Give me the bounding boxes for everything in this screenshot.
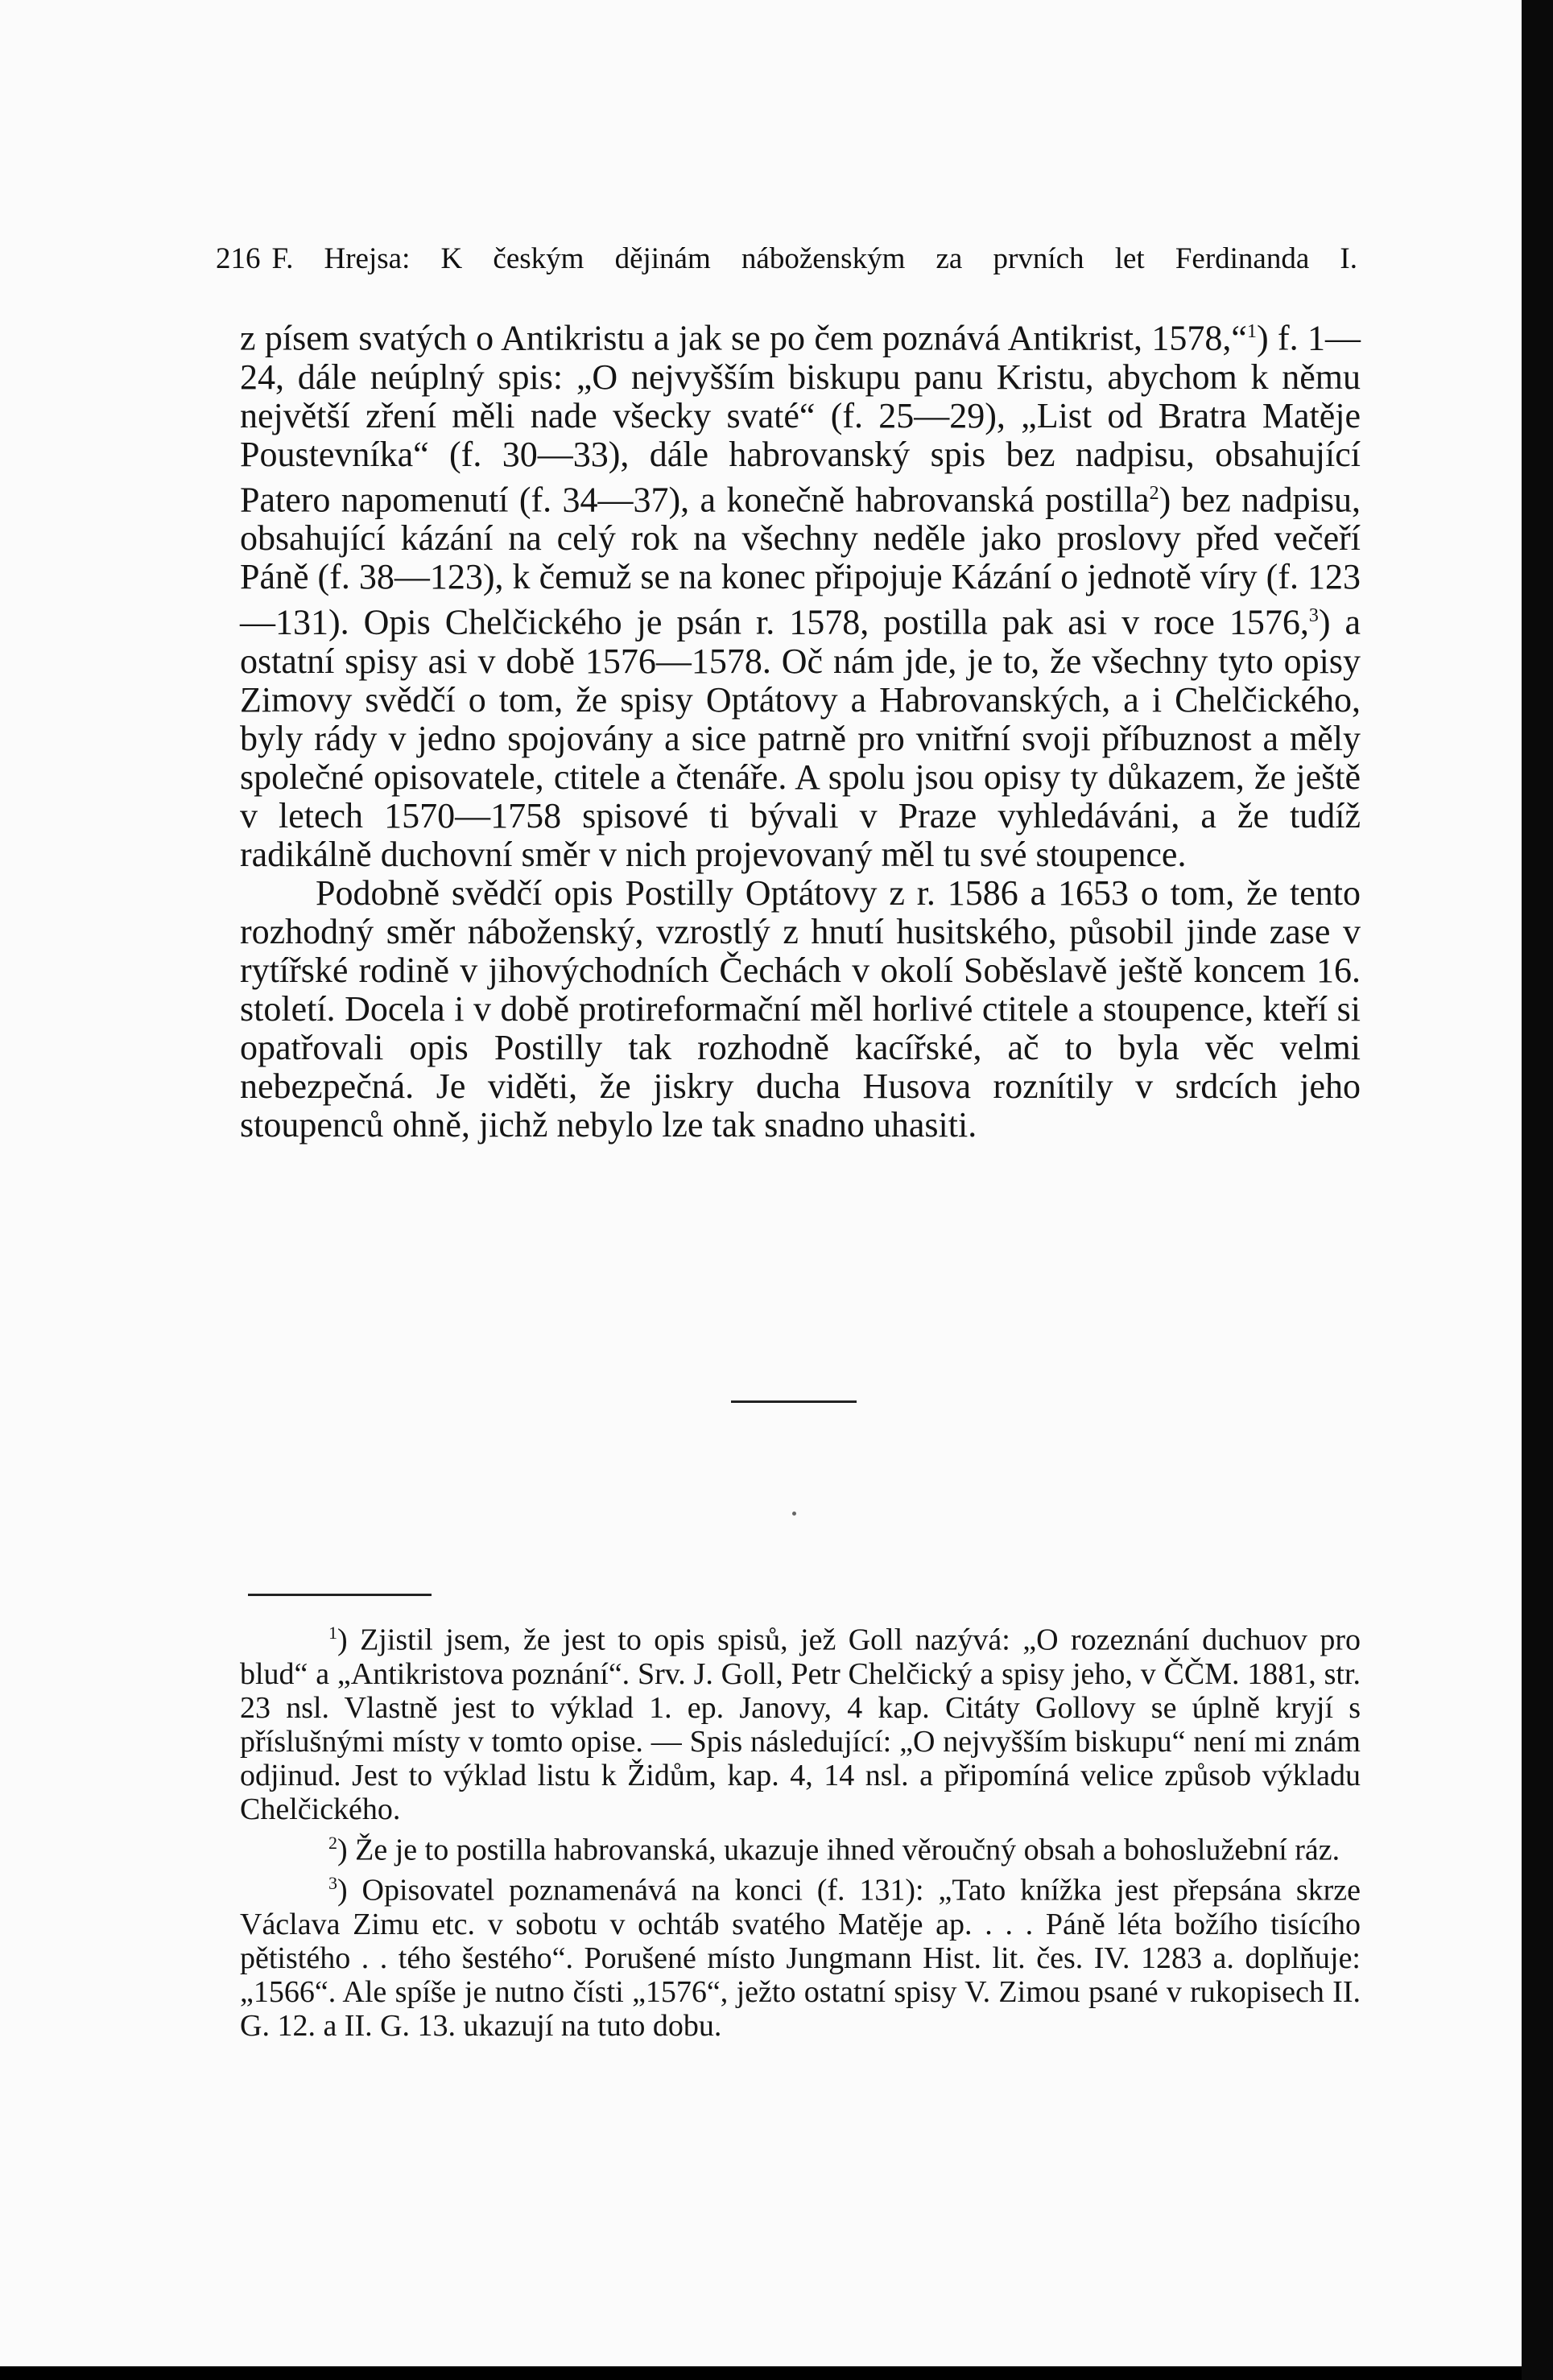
scan-edge	[1522, 0, 1553, 2380]
footnote-3-mark: 3	[328, 1873, 337, 1894]
footnote-1-mark: 1	[328, 1623, 337, 1643]
footnote-2-mark: 2	[328, 1832, 337, 1853]
footnote-2-text: ) Že je to postilla habrovanská, ukazuje ihned věroučný obsah a bohoslužební ráz.	[337, 1833, 1340, 1867]
footnote-2	[240, 1826, 1361, 1867]
p1-part-c: ) bez nadpisu, obsahující kázání na celý rok na všechny neděle jako proslovy před večeří Páně (f. 38—123), k čemuž se na konec připojuje Kázání o jednotě víry (f. 123—131). Opis Chelčického je psán r. 1578, postilla pak asi v roce 1576,	[240, 480, 1361, 642]
running-header	[216, 241, 1357, 276]
running-title: F. Hrejsa: K českým dějinám náboženským za prvních let Ferdinanda I.	[271, 242, 1357, 275]
footnote-3	[240, 1866, 1361, 2043]
footnote-1-text: ) Zjistil jsem, že jest to opis spisů, jež Goll nazývá: „O rozeznání duchuov pro blud“ a „Antikristova poznání“. Srv. J. Goll, Petr Chelčický a spisy jeho, v ČČM. 1881, str. 23 nsl. Vlastně jest to výklad 1. ep. Janovy, 4 kap. Citáty Gollovy se úplně kryjí s příslušnými místy v tomto opise. — Spis následující: „O nejvyšším biskupu“ není mi znám odjinud. Jest to výklad listu k Židům, kap. 4, 14 nsl. a připomíná velice způsob výkladu Chelčického.	[240, 1623, 1361, 1826]
footnote-ref-3: 3	[1308, 605, 1319, 627]
section-separator	[731, 1400, 857, 1403]
footnotes	[240, 1616, 1361, 2043]
p1-part-d: ) a ostatní spisy asi v době 1576—1578. Oč nám jde, je to, že všechny tyto opisy Zimovy svědčí o tom, že spisy Optátovy a Habrovanských, a i Chelčického, byly rády v jedno spojovány a sice patrně pro vnitřní svoji příbuznost a měly společné opisovatele, ctitele a čtenáře. A spolu jsou opisy ty důkazem, že ještě v letech 1570—1758 spisové ti bývali v Praze vyhledáváni, a že tudíž radikálně duchovní směr v nich projevovaný měl tu své stoupence.	[240, 602, 1361, 874]
footnote-ref-1: 1	[1246, 321, 1257, 342]
paragraph-2: Podobně svědčí opis Postilly Optátovy z r. 1586 a 1653 o tom, že tento rozhodný směr náboženský, vzrostlý z hnutí husitského, působil jinde zase v rytířské rodině v jihovýchodních Čechách v okolí Soběslavě ještě koncem 16. století. Docela i v době protireformační měl horlivé ctitele a stoupence, kteří si opatřovali opis Postilly tak rozhodně kacířské, ač to byla věc velmi nebezpečná. Je viděti, že jiskry ducha Husova roznítily v srdcích jeho stoupenců ohně, jichž nebylo lze tak snadno uhasiti.	[240, 872, 1361, 1145]
print-speck	[792, 1512, 796, 1516]
main-text	[240, 312, 1361, 1145]
footnote-rule	[248, 1594, 432, 1596]
footnote-1	[240, 1616, 1361, 1826]
p1-part-b: ) f. 1—24, dále neúplný spis: „O nejvyšším biskupu panu Kristu, abychom k němu největší zření měli nade všecky svaté“ (f. 25—29), „List od Bratra Matěje Poustevníka“ (f. 30—33), dále habrovanský spis bez nadpisu, obsahující Patero napomenutí (f. 34—37), a konečně habrovanská postilla	[240, 318, 1361, 520]
page-number: 216	[216, 242, 261, 275]
paragraph-1	[240, 312, 1361, 874]
footnote-ref-2: 2	[1149, 482, 1159, 504]
p1-part-a: z písem svatých o Antikristu a jak se po čem poznává Antikrist, 1578,“	[240, 318, 1247, 358]
footnote-3-text: ) Opisovatel poznamenává na konci (f. 131): „Tato knížka jest přepsána skrze Václava Zimu etc. v sobotu v ochtáb svatého Matěje ap. . . . Páně léta božího tisícího pětistého . . tého šestého“. Porušené místo Jungmann Hist. lit. čes. IV. 1283 a. doplňuje: „1566“. Ale spíše je nutno čísti „1576“, ježto ostatní spisy V. Zimou psané v rukopisech II. G. 12. a II. G. 13. ukazují na tuto dobu.	[240, 1873, 1361, 2043]
